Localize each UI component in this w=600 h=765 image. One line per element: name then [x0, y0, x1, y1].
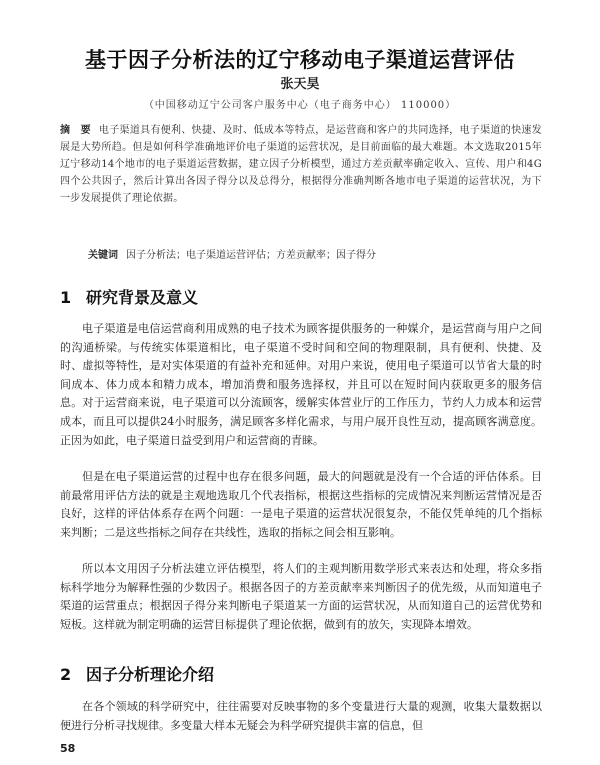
page-number: 58 [60, 742, 76, 755]
section-2-title: 因子分析理论介绍 [86, 665, 215, 684]
section-2-heading [60, 662, 214, 685]
section-2-paragraph: 在各个领域的科学研究中，往往需要对反映事物的多个变量进行大量的观测，收集大量数据以便进行分析寻找规律。多变量大样本无疑会为科学研究提供丰富的信息，但 [60, 700, 542, 732]
abstract-text: 电子渠道具有便利、快捷、及时、低成本等特点，是运营商和客户的共同选择，电子渠道的快速发展是大势所趋。但是如何科学准确地评价电子渠道的运营状况，是目前面临的最大难题。本文选取2015年辽宁移动14个地市的电子渠道运营数据，建立因子分析模型，通过方差贡献率确定收入、宣传、用户和4G四个公共因子，然后计算出各因子得分以及总得分，根据得分准确判断各地市电子渠道的运营状况，为下一步发展提供了理论依据。 [60, 125, 542, 204]
section-1-number: 1 [60, 288, 72, 307]
section-1-heading [60, 285, 198, 308]
paper-title: 基于因子分析法的辽宁移动电子渠道运营评估 [85, 48, 515, 72]
abstract-block [60, 122, 542, 207]
author-name: 张天昊 [280, 77, 320, 92]
section-2-number: 2 [60, 665, 72, 684]
section-1-paragraph: 电子渠道是电信运营商利用成熟的电子技术为顾客提供服务的一种媒介，是运营商与用户之间的沟通桥梁。与传统实体渠道相比，电子渠道不受时间和空间的物理限制，具有便利、快捷、及时、虚拟等特性，是对实体渠道的有益补充和延伸。对用户来说，使用电子渠道可以节省大量的时间成本、体力成本和精力成本，增加消费和服务选择权，并且可以在短时间内获取更多的服务信息。对于运营商来说，电子渠道可以分流顾客，缓解实体营业厅的工作压力，节约人力成本和运营成本，而且可以提供24小时服务，满足顾客多样化需求，与用户展开良性互动，提高顾客满意度。正因为如此，电子渠道日益受到用户和运营商的青睐。 [60, 322, 542, 447]
keywords-label: 关键词 [88, 250, 118, 261]
affiliation: （中国移动辽宁公司客户服务中心（电子商务中心） 110000） [143, 100, 457, 111]
section-1-paragraph: 但是在电子渠道运营的过程中也存在很多问题，最大的问题就是没有一个合适的评估体系。目前最常用评估方法的就是主观地选取几个代表指标，根据这些指标的完成情况来判断运营情况是否良好，这样的评估体系存在两个问题：一是电子渠道的运营状况很复杂，不能仅凭单纯的几个指标来判断；二是这些指标之间存在共线性，选取的指标之间会相互影响。 [60, 470, 542, 539]
keywords-block [88, 246, 548, 261]
section-1-paragraph: 所以本文用因子分析法建立评估模型，将人们的主观判断用数学形式来表达和处理，将众多指标科学地分为解释性强的少数因子。根据各因子的方差贡献率来判断因子的优先级，从而知道电子渠道的运营重点；根据因子得分来判断电子渠道某一方面的运营状况，从而知道自己的运营优势和短板。这样就为制定明确的运营目标提供了理论依据，做到有的放矢，实现降本增效。 [60, 562, 542, 631]
section-1-title: 研究背景及意义 [86, 288, 199, 307]
keywords-text: 因子分析法；电子渠道运营评估；方差贡献率；因子得分 [126, 250, 376, 261]
abstract-label: 摘 要 [60, 125, 91, 136]
